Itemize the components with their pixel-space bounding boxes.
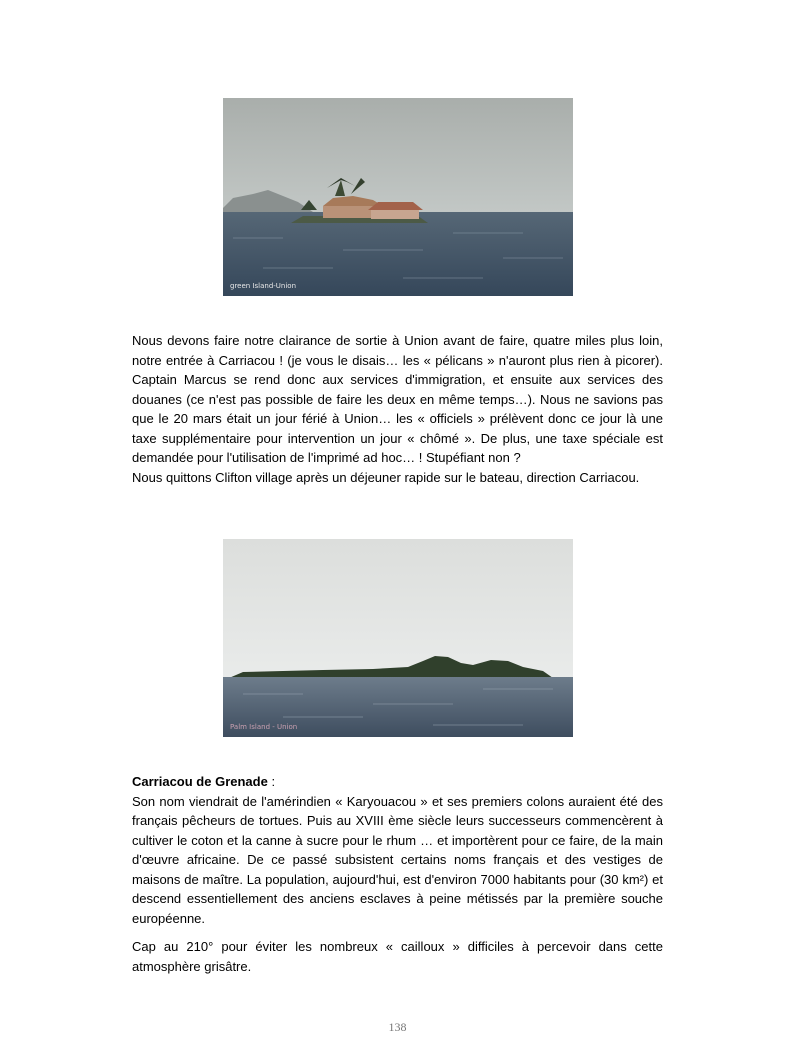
- section-heading-line: [132, 772, 663, 792]
- green-island-image: [223, 98, 573, 296]
- section-text-2: Cap au 210° pour éviter les nombreux « cailloux » difficiles à percevoir dans cette atmosphère grisâtre.: [132, 939, 663, 974]
- section-heading-suffix: :: [267, 774, 276, 789]
- photo-caption: green Island-Union: [230, 282, 297, 290]
- section-text: Son nom viendrait de l'amérindien « Karyouacou » et ses premiers colons auraient été des français pêcheurs de tortues. Puis au XVIII ème siècle leurs successeurs commencèrent à cultiver le coton et la canne à sucre pour le rhum … et importèrent pour ce faire, de la main d'œuvre africaine. De ce passé subsistent certains noms français et des vestiges de maisons de maître. La population, aujourd'hui, est d'environ 7000 habitants pour (30 km²) et descend essentiellement des anciens esclaves à peine métissés par la première souche européenne.: [132, 793, 663, 926]
- photo-green-island: [223, 98, 573, 296]
- page-number: 138: [388, 1020, 407, 1034]
- paragraph-text: Nous devons faire notre clairance de sortie à Union avant de faire, quatre miles plus loin, notre entrée à Carriacou ! (je vous le disais… les « pélicans » n'auront plus rien à picorer). Captain Marcus se rend donc aux services d'immigration, et ensuite aux services des douanes (ce n'est pas possible de faire les deux en même temps…). Nous ne savions pas que le 20 mars était un jour férié à Union… les « officiels » prélèvent donc ce jour là une taxe supplémentaire pour intervention un jour « chômé ». De plus, une taxe spéciale est demandée pour l'utilisation de l'imprimé ad hoc… ! Stupéfiant non ?: [132, 333, 663, 465]
- section-carriacou: [132, 772, 663, 976]
- photo-palm-island: [223, 539, 573, 737]
- section-heading: Carriacou de Grenade: [132, 774, 268, 789]
- paragraph-text-2: Nous quittons Clifton village après un déjeuner rapide sur le bateau, direction Carriacou.: [132, 469, 640, 485]
- photo-caption: Palm Island - Union: [230, 723, 298, 731]
- palm-island-image: [223, 539, 573, 737]
- body-paragraph-1: [132, 331, 663, 487]
